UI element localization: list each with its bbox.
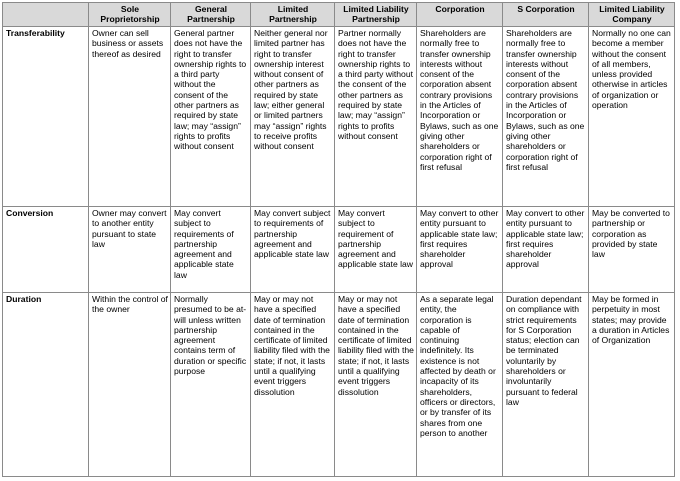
table-cell: May convert to other entity pursuant to applicable state law; first requires shareholder approval (417, 207, 503, 293)
header-line: Limited (277, 4, 309, 14)
table-cell: General partner does not have the right to transfer ownership rights to a third party without the consent of the other partners as required by state law; may “assign” rights to profits without consent (171, 27, 251, 207)
table-cell: Owner can sell business or assets thereof as desired (89, 27, 171, 207)
table-cell: Within the control of the owner (89, 293, 171, 477)
row-label: Duration (3, 293, 89, 477)
header-row (3, 3, 675, 27)
header-s-corporation (503, 3, 589, 27)
row-label: Conversion (3, 207, 89, 293)
table-cell: May convert subject to requirements of partnership agreement and applicable state law (171, 207, 251, 293)
header-line: S Corporation (517, 4, 575, 14)
header-line: Company (612, 14, 652, 24)
header-line: Limited Liability (599, 4, 665, 14)
table-cell: Neither general nor limited partner has right to transfer ownership interest without consent of other partners as required by state law; either general or limited partners may “assign” rights to receive profits without consent (251, 27, 335, 207)
table-cell: Duration dependant on compliance with strict requirements for S Corporation status; election can be terminated voluntarily by shareholders or involuntarily pursuant to federal law (503, 293, 589, 477)
header-corporation (417, 3, 503, 27)
table-cell: As a separate legal entity, the corporation is capable of continuing indefinitely. Its existence is not affected by death or incapacity of its shareholders, officers or directors, or by transfer of its shares from one person to another (417, 293, 503, 477)
header-line: Proprietorship (100, 14, 160, 24)
header-corner-cell (3, 3, 89, 27)
header-llc (589, 3, 675, 27)
table-cell: Normally no one can become a member without the consent of all members, unless provided otherwise in articles of organization or operation (589, 27, 675, 207)
table-cell: May convert subject to requirement of partnership agreement and applicable state law (335, 207, 417, 293)
header-line: Sole (120, 4, 140, 14)
table-cell: Owner may convert to another entity pursuant to state law (89, 207, 171, 293)
table-cell: May be formed in perpetuity in most states; may provide a duration in Articles of Organization (589, 293, 675, 477)
table-cell: Shareholders are normally free to transfer ownership interests without consent of the corporation absent contrary provisions in the Articles of Incorporation or Bylaws, such as one giving other shareholders or corporation right of first refusal (417, 27, 503, 207)
table-row-duration (3, 293, 675, 477)
header-line: Partnership (352, 14, 400, 24)
header-line: Limited Liability (343, 4, 409, 14)
header-line: General (194, 4, 227, 14)
table-cell: Partner normally does not have the right to transfer ownership rights to a third party without the consent of the other partners as required by state law; may “assign” rights to profits without consent (335, 27, 417, 207)
table-cell: May convert subject to requirements of partnership agreement and applicable state law (251, 207, 335, 293)
table-row-conversion (3, 207, 675, 293)
table-cell: May convert to other entity pursuant to applicable state law; first requires shareholder approval (503, 207, 589, 293)
header-limited-partnership (251, 3, 335, 27)
row-label: Transferability (3, 27, 89, 207)
table-row-transferability (3, 27, 675, 207)
header-line: Partnership (269, 14, 317, 24)
table-cell: May be converted to partnership or corporation as provided by state law (589, 207, 675, 293)
table-cell: May or may not have a specified date of termination contained in the certificate of limited liability filed with the state; if not, it lasts until a qualifying event triggers dissolution (251, 293, 335, 477)
table-cell: May or may not have a specified date of termination contained in the certificate of limited liability filed with the state; if not, it lasts until a qualifying event triggers dissolution (335, 293, 417, 477)
header-line: Corporation (435, 4, 485, 14)
table-cell: Shareholders are normally free to transfer ownership interests without consent of the corporation absent contrary provisions in the Articles of Incorporation or Bylaws, such as one giving other shareholders or corporation right of first refusal (503, 27, 589, 207)
header-line: Partnership (187, 14, 235, 24)
header-general-partnership (171, 3, 251, 27)
header-llp (335, 3, 417, 27)
table-cell: Normally presumed to be at-will unless written partnership agreement contains term of duration or specific purpose (171, 293, 251, 477)
header-sole-proprietorship (89, 3, 171, 27)
entity-comparison-table (2, 2, 675, 477)
